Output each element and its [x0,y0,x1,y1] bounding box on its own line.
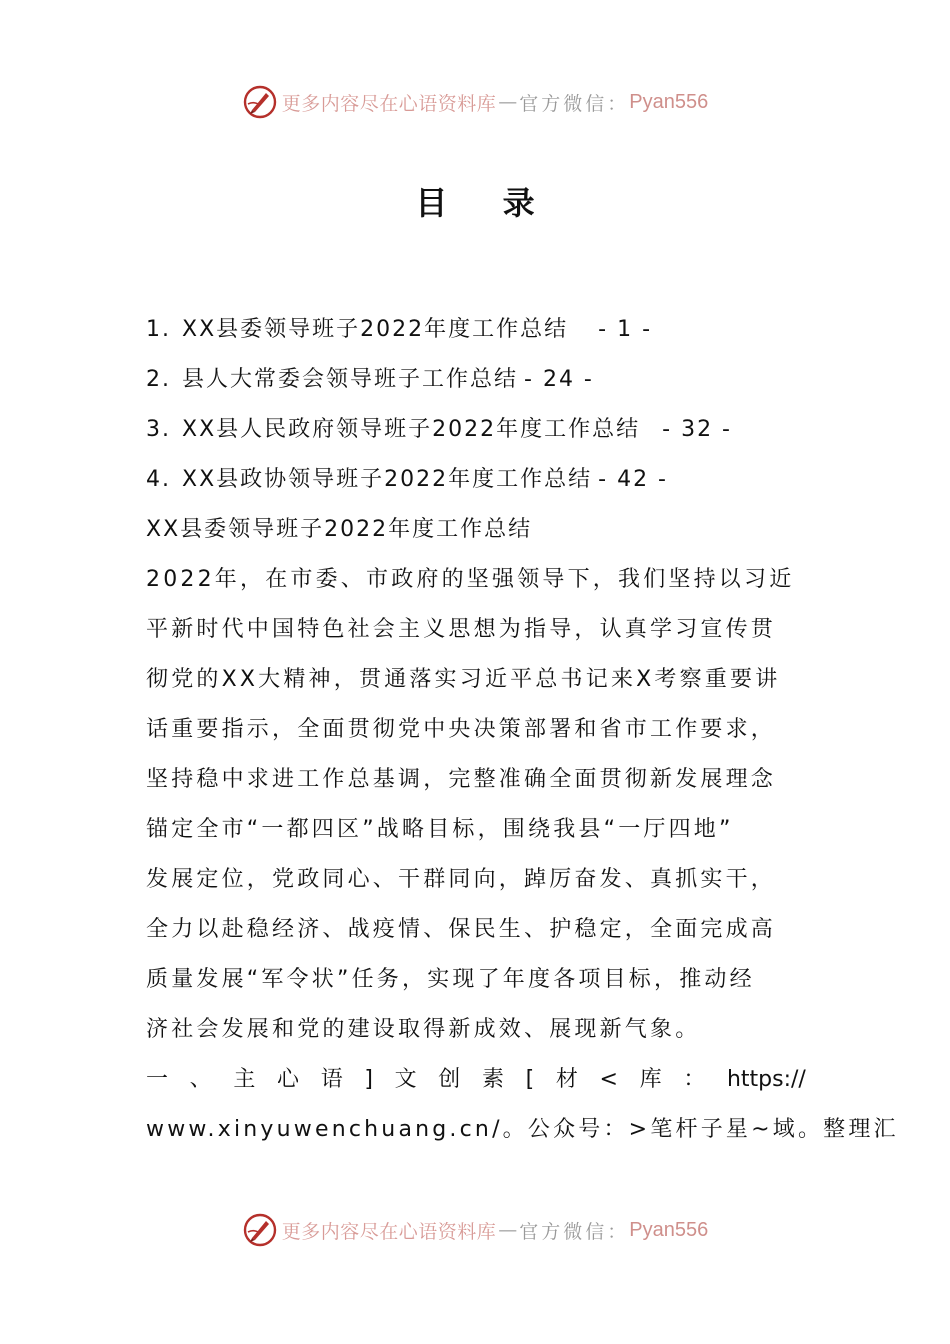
spaced-char: 创 [438,1067,461,1092]
toc-item-page: - 24 - [524,367,594,392]
spaced-char: 主 [233,1067,256,1092]
spaced-char: 语 [320,1067,343,1092]
watermark-id: Pyan556 [629,1218,709,1241]
paragraph-line: 锚定全市“一都四区”战略目标，围绕我县“一厅四地” [146,817,734,842]
spaced-char: 库 [639,1067,662,1092]
toc-item[interactable] [146,405,806,455]
spaced-char: 一 [146,1067,169,1092]
watermark-banner-bottom [0,1210,950,1250]
body-paragraph [146,555,806,1055]
spaced-char: < [599,1067,618,1092]
watermark-text: 更多内容尽在心语资料库 [281,92,497,115]
paragraph-line: 平新时代中国特色社会主义思想为指导，认真学习宣传贯 [146,617,777,642]
watermark-id: Pyan556 [629,90,709,113]
page-title: 目 录 [415,184,557,222]
pen-logo-icon [242,1212,278,1248]
spaced-char: [ [525,1067,535,1092]
toc-item-text: XX县政协领导班子2022年度工作总结 [182,467,593,492]
spaced-line [146,1055,806,1105]
spaced-char: 心 [277,1067,300,1092]
watermark-separator: — [498,1219,518,1241]
paragraph-line: 2022年，在市委、市政府的坚强领导下，我们坚持以习近 [146,567,795,592]
url-link[interactable]: https:// [726,1067,806,1092]
watermark-text: 更多内容尽在心语资料库 [281,1220,497,1243]
toc-item[interactable] [146,305,806,355]
toc-item-text: XX县人民政府领导班子2022年度工作总结 [182,417,641,442]
document-body [146,305,899,1155]
table-of-contents [146,305,806,505]
paragraph-line: 质量发展“军令状”任务，实现了年度各项目标，推动经 [146,967,755,992]
toc-item-text: 县人大常委会领导班子工作总结 [182,367,519,392]
spaced-char: ] [364,1067,373,1092]
paragraph-line: 济社会发展和党的建设取得新成效、展现新气象。 [146,1017,701,1042]
watermark-separator: — [498,91,518,113]
paragraph-line: 全力以赴稳经济、战疫情、保民生、护稳定，全面完成高 [146,917,777,942]
toc-item-page: - 1 - [598,317,653,342]
pen-logo-icon [242,84,278,120]
paragraph-line: 话重要指示，全面贯彻党中央决策部署和省市工作要求， [146,717,777,742]
toc-item-number: 1. [146,317,171,342]
toc-item-number: 3. [146,417,171,442]
toc-item-number: 2. [146,367,171,392]
url-line[interactable]: www.xinyuwenchuang.cn/。公众号：>笔杆子星~域。整理汇 [146,1117,899,1142]
toc-item-page: - 42 - [598,467,668,492]
toc-item-text: XX县委领导班子2022年度工作总结 [182,317,569,342]
watermark-banner-top [0,82,950,122]
spaced-char: ： [683,1067,706,1092]
toc-item-page: - 32 - [662,417,732,442]
paragraph-line: 彻党的XX大精神，贯通落实习近平总书记来X考察重要讲 [146,667,781,692]
spaced-char: 、 [189,1067,212,1092]
watermark-label: 官方微信： [519,92,630,115]
paragraph-line: 发展定位，党政同心、干群同向，踔厉奋发、真抓实干， [146,867,777,892]
toc-item[interactable] [146,355,806,405]
spaced-char: 材 [555,1067,578,1092]
spaced-char: 文 [394,1067,417,1092]
section-heading: XX县委领导班子2022年度工作总结 [146,517,533,542]
toc-item-number: 4. [146,467,171,492]
watermark-label: 官方微信： [519,1220,630,1243]
toc-item[interactable] [146,455,806,505]
spaced-char: 素 [481,1067,504,1092]
paragraph-line: 坚持稳中求进工作总基调，完整准确全面贯彻新发展理念 [146,767,777,792]
